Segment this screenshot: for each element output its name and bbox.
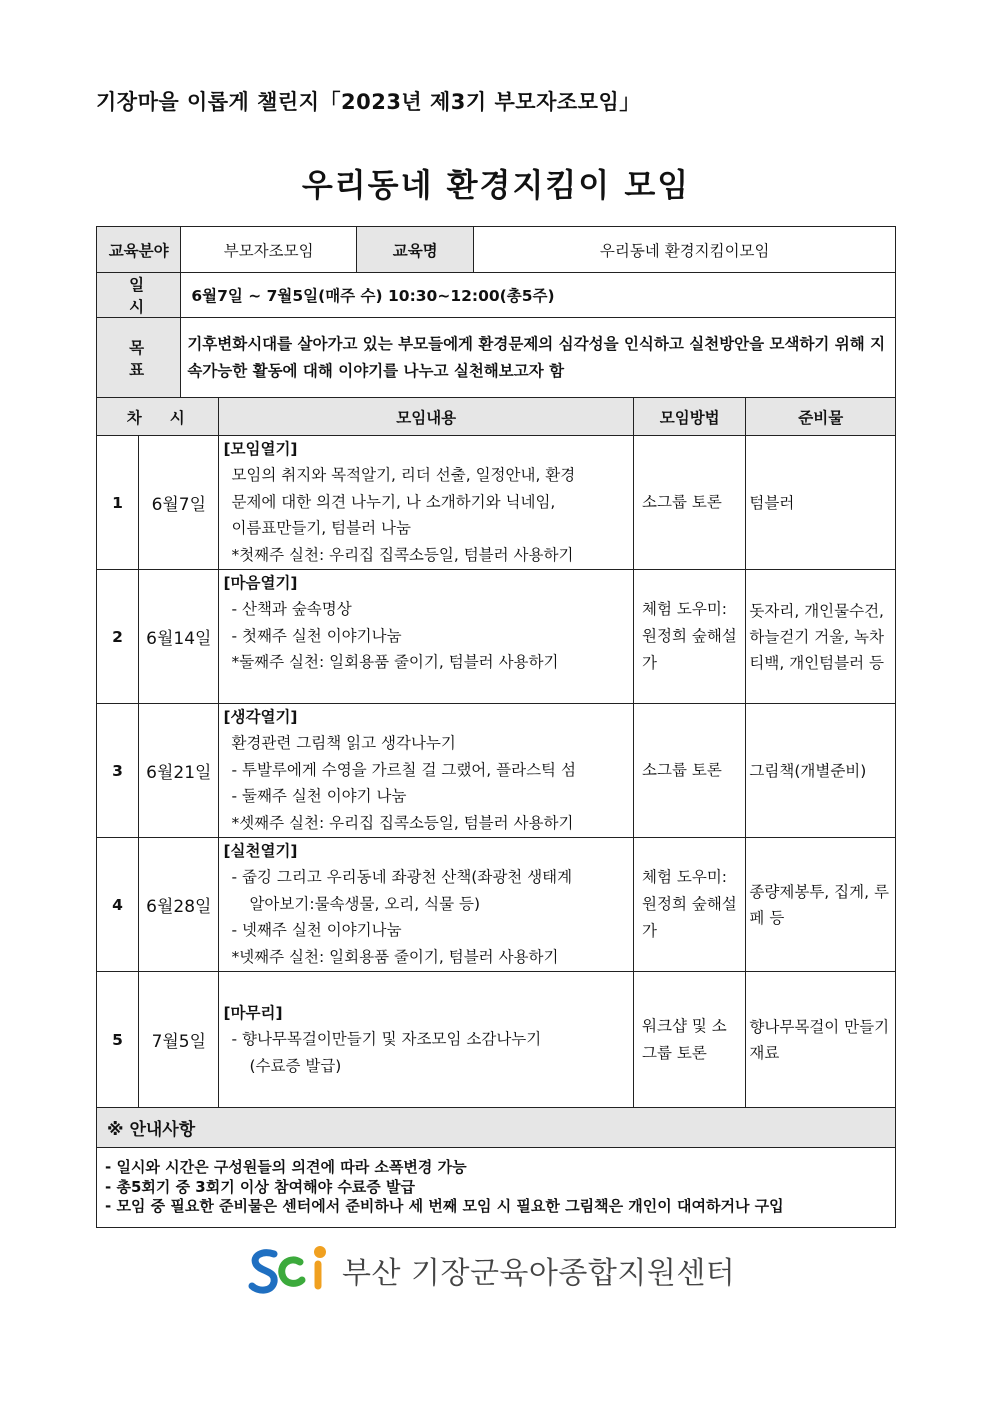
goal-value: 기후변화시대를 살아가고 있는 부모들에게 환경문제의 심각성을 인식하고 실천방안을 모색하기 위해 지속가능한 활동에 대해 이야기를 나누고 실천해보고자 함 <box>181 318 896 398</box>
session-row <box>97 838 896 972</box>
session-content-line: 이름표만들기, 텀블러 나눔 <box>231 519 411 537</box>
course-name-value: 우리동네 환경지킴이모임 <box>474 227 896 273</box>
session-number: 2 <box>97 570 139 704</box>
session-heading: [실천열기] <box>223 842 298 860</box>
session-content-line: *둘째주 실천: 일회용품 줄이기, 텀블러 사용하기 <box>231 653 559 671</box>
session-prep: 종량제봉투, 집게, 루페 등 <box>746 838 896 972</box>
session-date: 6월21일 <box>139 704 219 838</box>
session-content <box>219 436 634 570</box>
session-content <box>219 570 634 704</box>
session-content-line: - 줍깅 그리고 우리동네 좌광천 산책(좌광천 생태계 <box>231 868 573 886</box>
session-method: 체험 도우미: 원정희 숲해설가 <box>634 570 746 704</box>
session-content-line: - 투발루에게 수영을 가르칠 걸 그랬어, 플라스틱 섬 <box>231 760 576 779</box>
session-content-line: - 둘째주 실천 이야기 나눔 <box>231 787 407 805</box>
prep-column-header: 준비물 <box>746 398 896 436</box>
session-rows <box>97 436 896 1108</box>
session-content-line: - 향나무목걸이만들기 및 자조모임 소감나누기 <box>231 1030 542 1048</box>
session-content-line: 알아보기:물속생물, 오리, 식물 등) <box>249 894 481 913</box>
center-logo-icon <box>248 1242 330 1298</box>
session-date: 7월5일 <box>139 972 219 1108</box>
notice-item: - 총5회기 중 3회기 이상 참여해야 수료증 발급 <box>105 1177 415 1196</box>
session-row <box>97 704 896 838</box>
session-date: 6월28일 <box>139 838 219 972</box>
session-heading: [마무리] <box>223 1004 283 1022</box>
date-label: 일시 <box>97 273 181 318</box>
method-column-header: 모임방법 <box>634 398 746 436</box>
session-date: 6월7일 <box>139 436 219 570</box>
course-name-label: 교육명 <box>356 227 473 273</box>
schedule-table <box>96 226 896 1228</box>
session-prep: 텀블러 <box>746 436 896 570</box>
date-value: 6월7일 ~ 7월5일(매주 수) 10:30~12:00(총5주) <box>181 273 896 318</box>
session-content-line: *넷째주 실천: 일회용품 줄이기, 텀블러 사용하기 <box>231 947 559 966</box>
session-heading: [모임열기] <box>223 440 298 458</box>
session-content-line: 문제에 대한 의견 나누기, 나 소개하기와 닉네임, <box>231 492 556 511</box>
session-number: 3 <box>97 704 139 838</box>
session-method: 소그룹 토론 <box>634 704 746 838</box>
session-date: 6월14일 <box>139 570 219 704</box>
document-subtitle: 기장마을 이롭게 챌린지「2023년 제3기 부모자조모임」 <box>96 90 641 114</box>
logo-text: Sci <box>248 1242 250 1243</box>
session-prep: 돗자리, 개인물수건, 하늘걷기 거울, 녹차티백, 개인텀블러 등 <box>746 570 896 704</box>
field-label: 교육분야 <box>97 227 181 273</box>
session-number: 4 <box>97 838 139 972</box>
session-method: 소그룹 토론 <box>634 436 746 570</box>
session-content-line: - 첫째주 실천 이야기나눔 <box>231 626 402 645</box>
notice-heading: ※ 안내사항 <box>97 1108 896 1148</box>
session-prep: 향나무목걸이 만들기 재료 <box>746 972 896 1108</box>
document-title: 우리동네 환경지킴이 모임 <box>301 166 691 204</box>
session-heading: [생각열기] <box>223 708 298 726</box>
session-content-line: (수료증 발급) <box>249 1056 342 1075</box>
session-content-line: - 산책과 숲속명상 <box>231 600 352 618</box>
center-name: 부산 기장군육아종합지원센터 <box>342 1256 736 1291</box>
goal-label: 목표 <box>97 318 181 398</box>
session-content-line: 모임의 취지와 목적알기, 리더 선출, 일정안내, 환경 <box>231 466 576 484</box>
notice-item: - 일시와 시간은 구성원들의 의견에 따라 소폭변경 가능 <box>105 1158 467 1177</box>
session-prep: 그림책(개별준비) <box>746 704 896 838</box>
field-value: 부모자조모임 <box>181 227 357 273</box>
session-number: 5 <box>97 972 139 1108</box>
session-content-line: *셋째주 실천: 우리집 집콕소등일, 텀블러 사용하기 <box>231 813 574 832</box>
session-row <box>97 570 896 704</box>
session-content <box>219 972 634 1108</box>
session-content <box>219 838 634 972</box>
footer <box>248 1240 735 1300</box>
session-heading: [마음열기] <box>223 574 298 592</box>
session-content-line: - 넷째주 실천 이야기나눔 <box>231 921 402 939</box>
session-number: 1 <box>97 436 139 570</box>
notice-item: - 모임 중 필요한 준비물은 센터에서 준비하나 세 번째 모임 시 필요한 그림책은 개인이 대여하거나 구입 <box>105 1197 784 1216</box>
session-row <box>97 972 896 1108</box>
session-column-header: 차시 <box>97 398 219 436</box>
session-content-line: *첫째주 실천: 우리집 집콕소등일, 텀블러 사용하기 <box>231 545 574 564</box>
session-row <box>97 436 896 570</box>
session-method: 워크샵 및 소그룹 토론 <box>634 972 746 1108</box>
session-content <box>219 704 634 838</box>
content-column-header: 모임내용 <box>219 398 634 436</box>
session-method: 체험 도우미: 원정희 숲해설가 <box>634 838 746 972</box>
session-content-line: 환경관련 그림책 읽고 생각나누기 <box>231 734 456 752</box>
notice-list <box>97 1148 896 1228</box>
